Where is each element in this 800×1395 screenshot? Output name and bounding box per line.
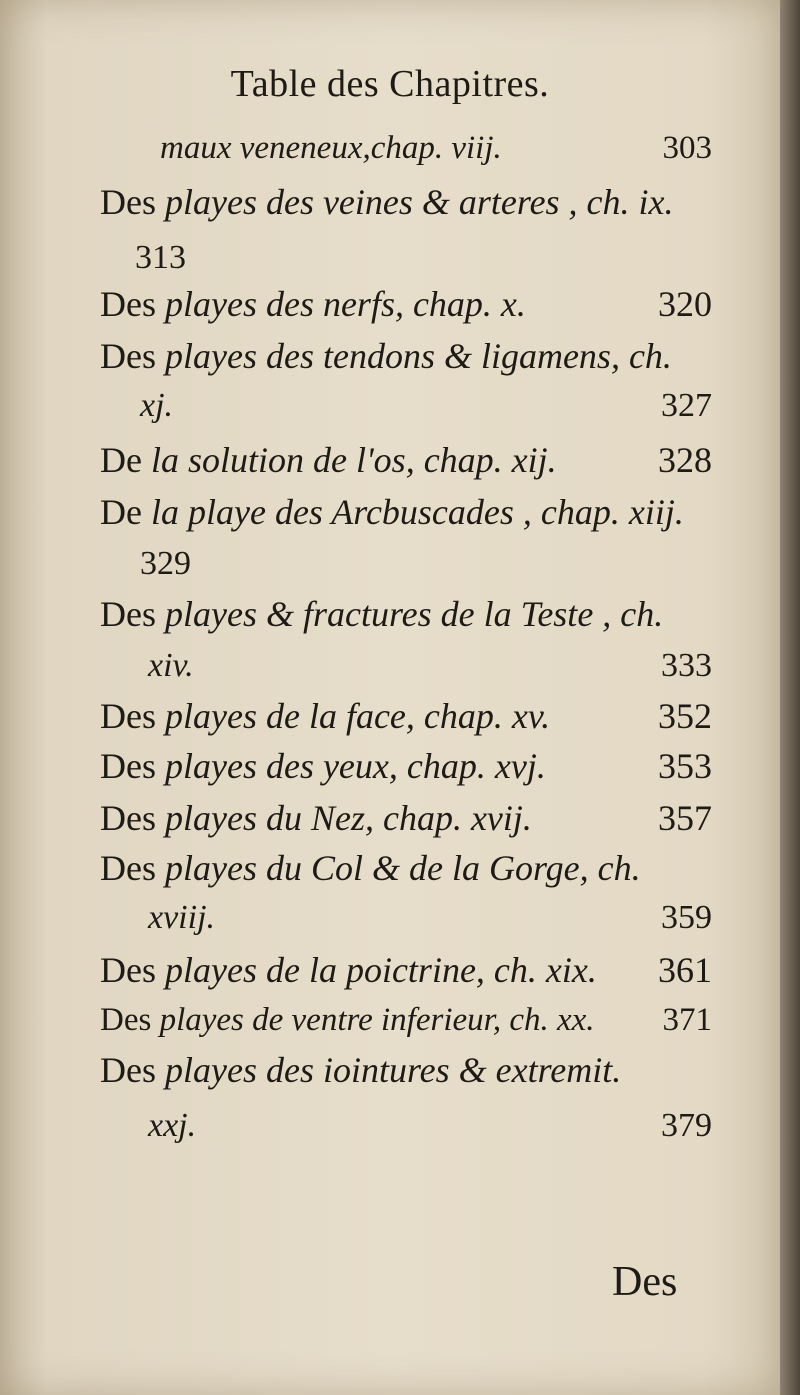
page-number: 352 — [658, 696, 712, 736]
page-number: 379 — [661, 1107, 712, 1144]
page-number: 320 — [658, 284, 712, 324]
page-number: 371 — [662, 1002, 712, 1038]
toc-entry: Des playes de ventre inferieur, ch. xx. 371 — [100, 998, 712, 1042]
page-number: 361 — [658, 950, 712, 990]
toc-entry: Des playes des veines & arteres , ch. ix. — [100, 182, 674, 222]
page-number: 333 — [661, 647, 712, 684]
page-number: 327 — [661, 387, 712, 424]
toc-entry: Des playes & fractures de la Teste , ch. — [100, 594, 664, 634]
toc-entry: Des playes de la face, chap. xv. 352 — [100, 696, 712, 736]
toc-entry-continuation: xiv. 333 — [148, 644, 712, 688]
page-number: 359 — [661, 899, 712, 936]
page-number: 329 — [140, 545, 191, 582]
page-number: 328 — [658, 440, 712, 480]
toc-entry-continuation: xj. 327 — [140, 384, 712, 428]
page-number: 303 — [662, 130, 712, 166]
page-header: Table des Chapitres. — [230, 63, 550, 105]
page-number: 353 — [658, 746, 712, 786]
toc-entry: Des playes du Nez, chap. xvij. 357 — [100, 798, 712, 838]
toc-entry: De la solution de l'os, chap. xij. 328 — [100, 440, 712, 480]
toc-entry: De la playe des Arcbuscades , chap. xiij. — [100, 492, 684, 532]
toc-entry: Des playes des tendons & ligamens, ch. — [100, 336, 672, 376]
toc-entry: Des playes des iointures & extremit. — [100, 1050, 622, 1090]
catchword: Des — [612, 1259, 678, 1305]
toc-entry-continuation: xviij. 359 — [148, 896, 712, 940]
page-number: 357 — [658, 798, 712, 838]
toc-entry: Des playes des nerfs, chap. x. 320 — [100, 284, 712, 324]
toc-entry-continuation — [140, 542, 752, 586]
page-number: 313 — [135, 239, 186, 276]
toc-entry: maux veneneux,chap. viij. 303 — [160, 126, 712, 170]
toc-entry: Des playes du Col & de la Gorge, ch. — [100, 848, 641, 888]
toc-entry: Des playes de la poictrine, ch. xix. 361 — [100, 950, 712, 990]
toc-entry-continuation — [135, 236, 747, 280]
toc-entry: Des playes des yeux, chap. xvj. 353 — [100, 746, 712, 786]
page-edge-shadow — [780, 0, 800, 1395]
toc-entry-continuation: xxj. 379 — [148, 1104, 712, 1148]
